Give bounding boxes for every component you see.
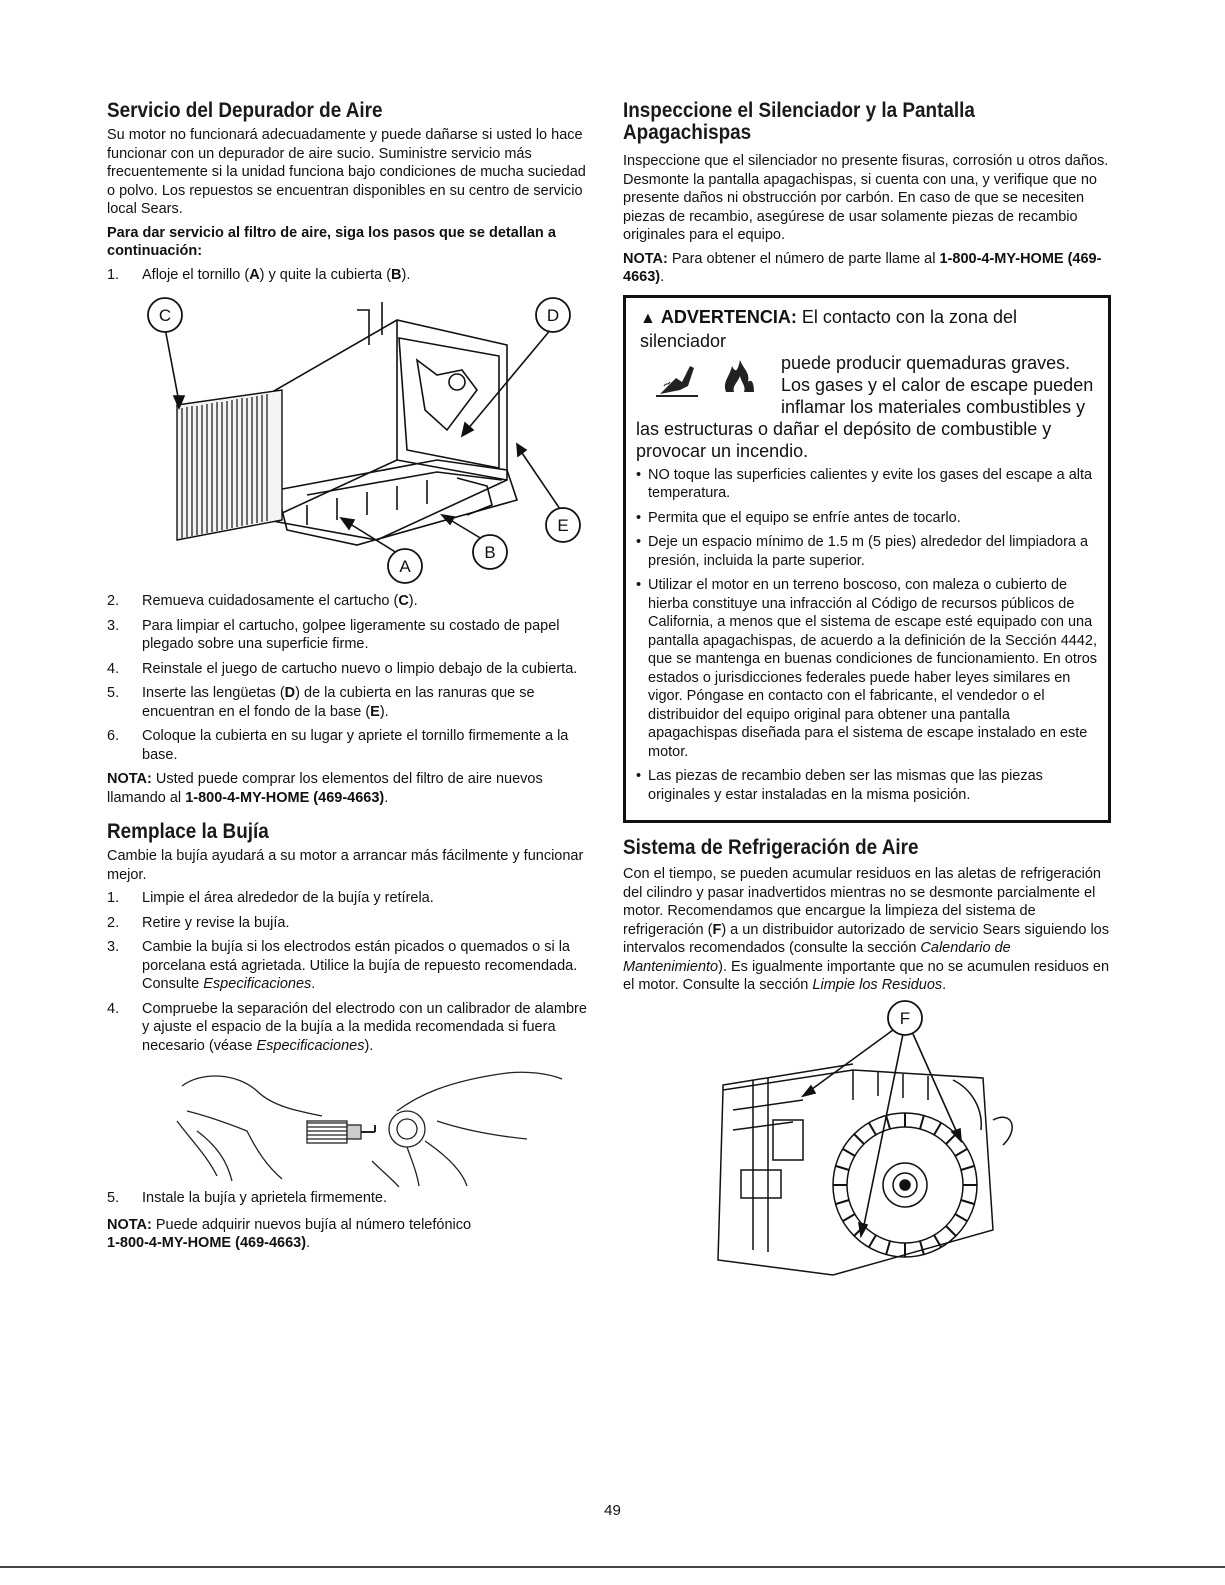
warning-item: • Deje un espacio mínimo de 1.5 m (5 pies) alrededor del limpiadora a presión, incluida la parte superior.: [636, 533, 1100, 570]
page-number: 49: [604, 1502, 621, 1519]
spark-plug-step-3: 3. Cambie la bujía si los electrodos están picados o quemados o si la porcelana está agrietada. Utilice la bujía de repuesto recomendada. Consulte Especificaciones.: [107, 939, 578, 992]
air-cleaner-step-6: 6. Coloque la cubierta en su lugar y apriete el tornillo firmemente a la base.: [107, 728, 569, 763]
fire-hazard-icon: [720, 352, 760, 396]
figure-label-d: D: [546, 306, 560, 325]
spark-plug-steps-b: [107, 1189, 594, 1208]
air-cleaner-figure: [107, 290, 594, 590]
figure-label-f: F: [899, 1008, 911, 1028]
burn-hazard-icon: [654, 356, 702, 400]
spark-plug-intro: Cambie la bujía ayudará a su motor a arrancar más fácilmente y funcionar mejor.: [107, 848, 584, 883]
bottom-rule: [0, 1566, 1225, 1568]
spark-plug-steps-a: [107, 889, 594, 1055]
spark-plug-step-5: 5. Instale la bujía y aprietela firmemente.: [107, 1190, 388, 1206]
cooling-figure: [623, 1000, 1111, 1290]
figure-label-e: E: [557, 516, 569, 535]
air-cleaner-note: NOTA: Usted puede comprar los elementos del filtro de aire nuevos llamando al 1-800-4-MY-HOME (469-4663).: [107, 771, 543, 806]
muffler-heading: Inspeccione el Silenciador y la Pantalla Apagachispas: [623, 99, 975, 144]
right-column: [623, 100, 1111, 1290]
warning-header: ▲ ADVERTENCIA: El contacto con la zona del silenciador puede producir quemaduras graves. Los gases y el calor de escape pueden inflamar los materiales combustibles y las estructuras o dañar el depósito de combustible y provocar un incendio.: [636, 306, 1094, 461]
air-cleaner-instruction: Para dar servicio al filtro de aire, siga los pasos que se detallan a continuación:: [107, 224, 556, 259]
warning-box: [623, 295, 1111, 824]
figure-label-c: C: [158, 306, 172, 325]
air-cleaner-step-3: 3. Para limpiar el cartucho, golpee ligeramente su costado de papel plegado sobre una superficie firme.: [107, 617, 560, 652]
spark-plug-step-1: 1. Limpie el área alrededor de la bujía y retírela.: [107, 890, 434, 906]
cooling-heading: Sistema de Refrigeración de Aire: [623, 836, 919, 859]
cooling-text: Con el tiempo, se pueden acumular residuos en las aletas de refrigeración del cilindro y pasar inadvertidos mientras no se desmonte parcialmente el motor. Recomendamos que encargue la limpieza del sistema de refrigeración (F) a un distribuidor autorizado de servicio Sears siguiendo los intervalos recomendados (consulte la sección Calendario de Mantenimiento). Es igualmente importante que no se acumulen residuos en el motor. Consulte la sección Limpie los Residuos.: [623, 866, 1110, 993]
muffler-intro: Inspeccione que el silenciador no presente fisuras, corrosión u otros daños. Desmonte la pantalla apagachispas, si cuenta con una, y verifique que no presente daños ni obstrucción por carbón. En caso de que se necesiten piezas de recambio, asegúrese de usar solamente piezas de recambio originales para el equipo.: [623, 153, 1109, 243]
air-cleaner-step-5: 5. Inserte las lengüetas (D) de la cubierta en las ranuras que se encuentran en el fondo de la base (E).: [107, 685, 535, 720]
air-cleaner-heading: Servicio del Depurador de Aire: [107, 99, 383, 122]
muffler-note: NOTA: Para obtener el número de parte llame al 1-800-4-MY-HOME (469-4663).: [623, 250, 1102, 285]
air-cleaner-steps-b: [107, 592, 594, 764]
spark-plug-step-4: 4. Compruebe la separación del electrodo con un calibrador de alambre y ajuste el espacio de la bujía a la medida recomendada si fuera necesario (véase Especificaciones).: [107, 1000, 587, 1054]
warning-list: [636, 466, 1100, 805]
figure-label-a: A: [399, 557, 411, 576]
spark-plug-heading: Remplace la Bujía: [107, 820, 269, 843]
left-column: [107, 100, 594, 1258]
spark-plug-note: NOTA: Puede adquirir nuevos bujía al número telefónico 1-800-4-MY-HOME (469-4663).: [107, 1216, 472, 1251]
warning-item: • Las piezas de recambio deben ser las mismas que las piezas originales y estar instaladas en la misma posición.: [636, 767, 1100, 804]
warning-item: • NO toque las superficies calientes y evite los gases del escape a alta temperatura.: [636, 466, 1100, 503]
air-cleaner-intro: Su motor no funcionará adecuadamente y puede dañarse si usted lo hace funcionar con un depurador de aire sucio. Suministre servicio más frecuentemente si la unidad funciona bajo condiciones de mucha suciedad o polvo. Los repuestos se encuentran disponibles en su centro de servicio local Sears.: [107, 127, 586, 217]
air-cleaner-step-2: 2. Remueva cuidadosamente el cartucho (C).: [107, 593, 418, 609]
spark-plug-step-2: 2. Retire y revise la bujía.: [107, 914, 290, 931]
air-cleaner-step-1: 1. Afloje el tornillo (A) y quite la cubierta (B).: [107, 266, 411, 283]
warning-item: • Utilizar el motor en un terreno boscoso, con maleza o cubierto de hierba constituye una infracción al Código de recursos públicos de California, a menos que el sistema de escape esté equipado con una pantalla apagachispas, de acuerdo a la definición de la Sección 4442, que se mantenga en buenas condiciones de funcionamiento. En otros estados o jurisdicciones federales puede haber leyes similares en vigor. Póngase en contacto con el fabricante, el vendedor o el distribuidor del equipo original para obtener una pantalla apagachispas diseñada para el sistema de escape instalado en este motor.: [636, 576, 1100, 761]
air-cleaner-step-4: 4. Reinstale el juego de cartucho nuevo o limpio debajo de la cubierta.: [107, 660, 578, 677]
warning-triangle-icon: ▲: [640, 309, 656, 327]
warning-item: • Permita que el equipo se enfríe antes de tocarlo.: [636, 509, 1100, 528]
figure-label-b: B: [484, 543, 496, 562]
spark-plug-figure: [107, 1061, 594, 1189]
air-cleaner-steps-a: [107, 266, 594, 285]
